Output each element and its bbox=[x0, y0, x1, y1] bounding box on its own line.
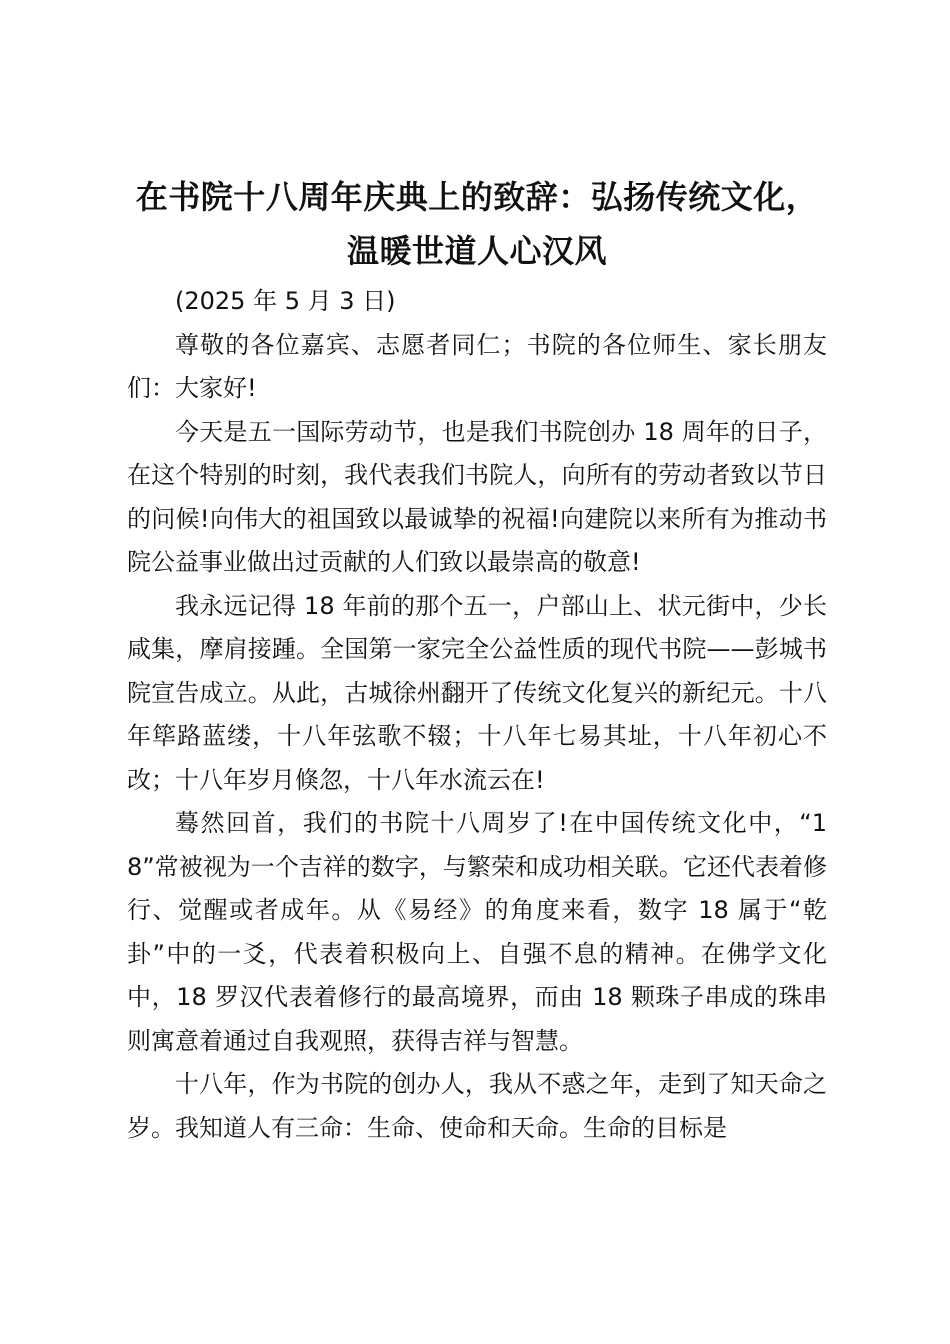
document-title: 在书院十八周年庆典上的致辞：弘扬传统文化，温暖世道人心汉风 bbox=[135, 178, 819, 270]
date-line: (2025 年 5 月 3 日) bbox=[175, 287, 396, 315]
paragraph-eighteen: 蓦然回首，我们的书院十八周岁了!在中国传统文化中，“18”常被视为一个吉祥的数字，与繁荣和成功相关联。它还代表着修行、觉醒或者成年。从《易经》的角度来看，数字 18 属于“乾卦”中的一爻，代表着积极向上、自强不息的精神。在佛学文化中，18 罗汉代表着修行的最高境界，而由 18 颗珠子串成的珠串则寓意着通过自我观照，获得吉祥与智慧。 bbox=[127, 809, 827, 1055]
paragraph-founder: 十八年，作为书院的创办人，我从不惑之年，走到了知天命之岁。我知道人有三命：生命、使命和天命。生命的目标是 bbox=[127, 1070, 827, 1142]
paragraph-labor-day: 今天是五一国际劳动节，也是我们书院创办 18 周年的日子，在这个特别的时刻，我代表我们书院人，向所有的劳动者致以节日的问候!向伟大的祖国致以最诚挚的祝福!向建院以来所有为推动书院公益事业做出过贡献的人们致以最崇高的敬意! bbox=[127, 417, 827, 576]
paragraph-greeting: 尊敬的各位嘉宾、志愿者同仁；书院的各位师生、家长朋友们：大家好! bbox=[127, 330, 827, 402]
paragraph-founding: 我永远记得 18 年前的那个五一，户部山上、状元街中，少长咸集，摩肩接踵。全国第一家完全公益性质的现代书院——彭城书院宣告成立。从此，古城徐州翻开了传统文化复兴的新纪元。十八年筚路蓝缕，十八年弦歌不辍；十八年七易其址，十八年初心不改；十八年岁月倏忽，十八年水流云在! bbox=[127, 591, 827, 794]
document-body bbox=[127, 280, 827, 1150]
